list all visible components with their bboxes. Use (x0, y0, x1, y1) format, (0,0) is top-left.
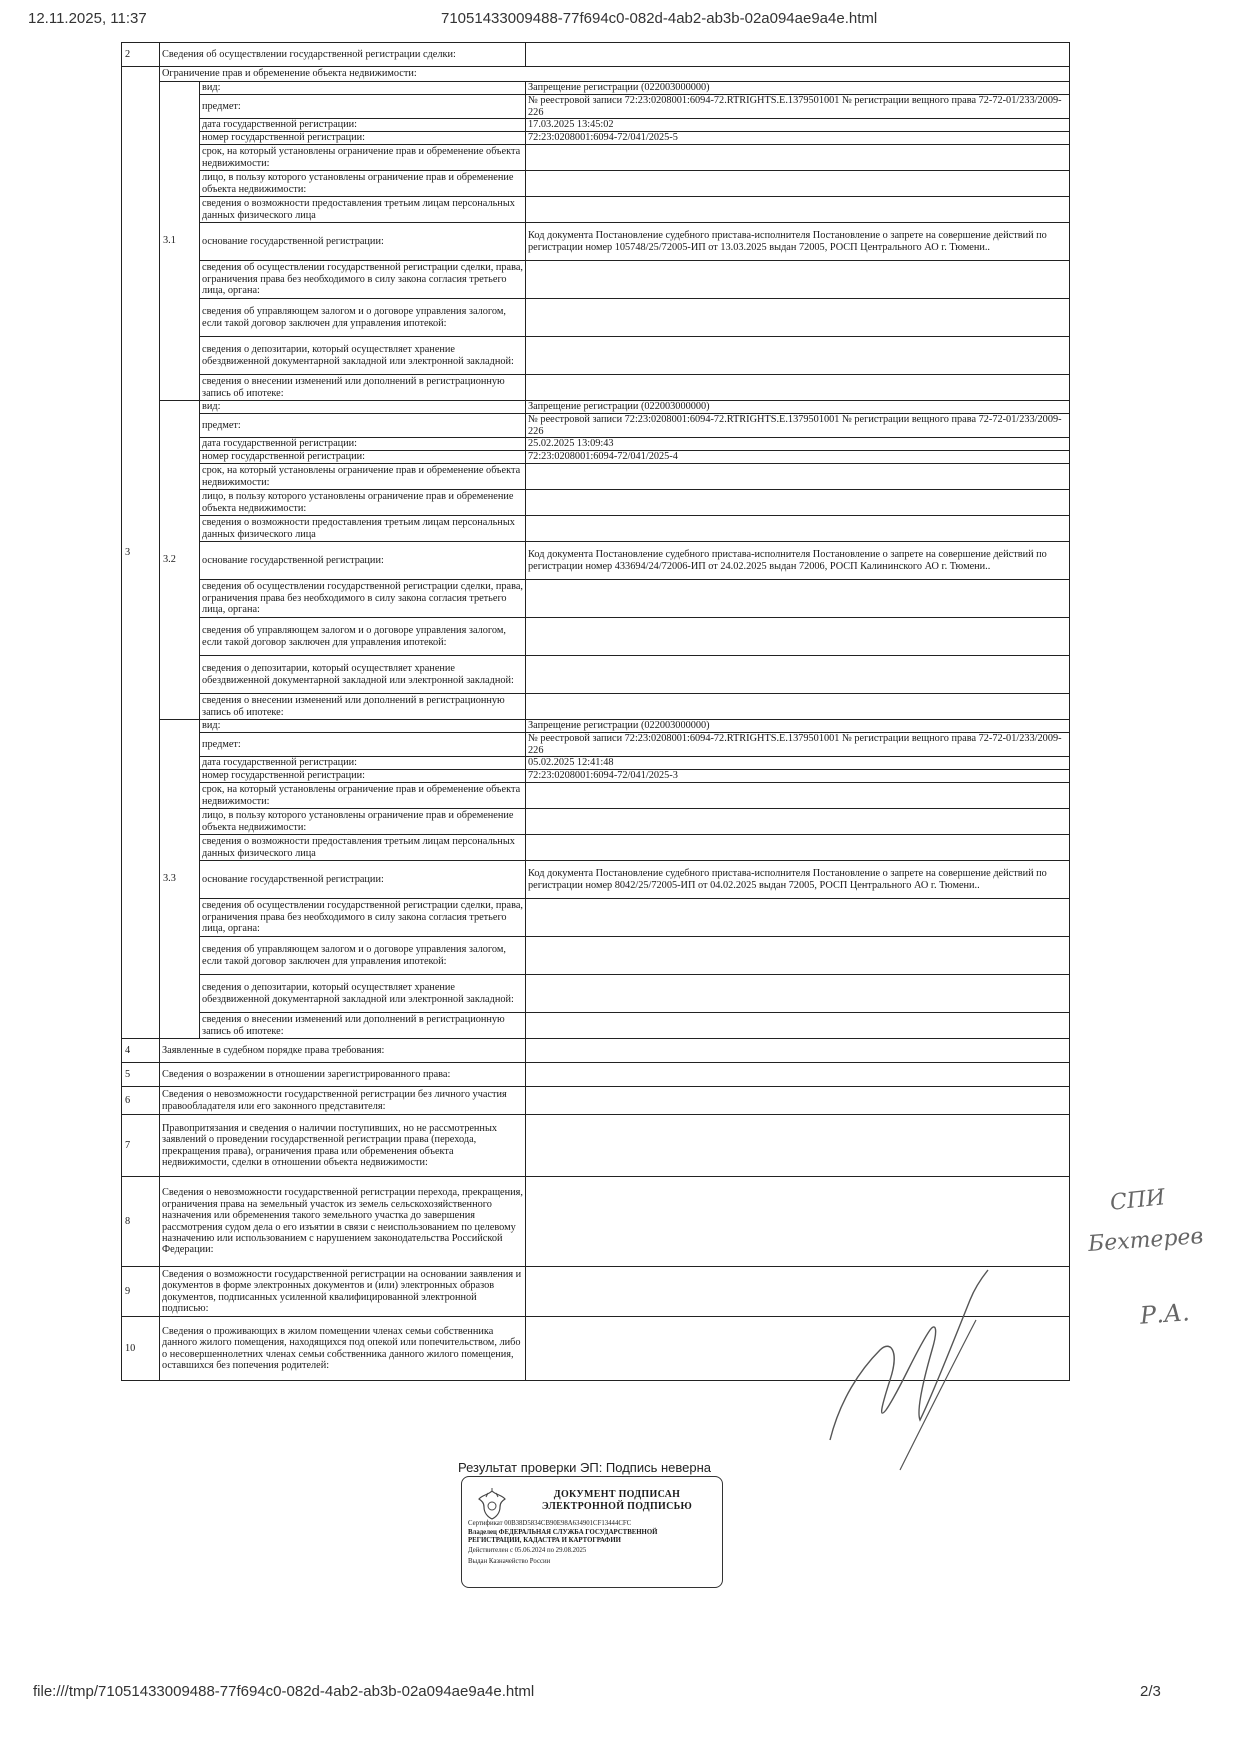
table-row (122, 82, 1070, 95)
field-label: срок, на который установлены ограничение прав и обременение объекта недвижимости: (200, 145, 526, 171)
print-path: file:///tmp/71051433009488-77f694c0-082d-4ab2-ab3b-02a094ae9a4e.html (33, 1683, 535, 1700)
row-number: 9 (122, 1267, 160, 1317)
row-label: Сведения об осуществлении государственной регистрации сделки: (160, 43, 526, 67)
certificate-owner-cont: РЕГИСТРАЦИИ, КАДАСТРА И КАРТОГРАФИИ (468, 1537, 621, 1544)
row-value (526, 1039, 1070, 1063)
field-value (526, 809, 1070, 835)
field-value (526, 1013, 1070, 1039)
row-value (526, 1177, 1070, 1267)
row-number: 8 (122, 1177, 160, 1267)
handwritten-signature (820, 1260, 1040, 1480)
field-value: 72:23:0208001:6094-72/041/2025-5 (526, 132, 1070, 145)
row-number: 5 (122, 1063, 160, 1087)
field-value (526, 145, 1070, 171)
field-label: основание государственной регистрации: (200, 542, 526, 580)
field-value (526, 171, 1070, 197)
field-value (526, 975, 1070, 1013)
entry-number: 3.1 (160, 82, 200, 401)
field-value: № реестровой записи 72:23:0208001:6094-72.RTRIGHTS.E.1379501001 № регистрации вещного права 72-72-01/233/2009-226 (526, 414, 1070, 438)
field-value: Запрещение регистрации (022003000000) (526, 401, 1070, 414)
field-label: лицо, в пользу которого установлены ограничение прав и обременение объекта недвижимости: (200, 809, 526, 835)
entry-number: 3.2 (160, 401, 200, 720)
field-value: Запрещение регистрации (022003000000) (526, 82, 1070, 95)
field-label: лицо, в пользу которого установлены ограничение прав и обременение объекта недвижимости: (200, 171, 526, 197)
field-value (526, 937, 1070, 975)
table-row (122, 1063, 1070, 1087)
certificate-validity: Действителен с 05.06.2024 по 29.08.2025 (468, 1547, 587, 1554)
row-label: Сведения о возможности государственной регистрации на основании заявления и документов в форме электронных документов и (или) электронных образов документов, подписанных усиленной квалифицированной электронной подписью: (160, 1267, 526, 1317)
field-value (526, 618, 1070, 656)
field-value: Код документа Постановление судебного пристава-исполнителя Постановление о запрете на совершение действий по регистрации номер 105748/25/72005-ИП от 13.03.2025 выдан 72005, РОСП Центрального АО г. Тюмени.. (526, 223, 1070, 261)
field-label: номер государственной регистрации: (200, 451, 526, 464)
field-value (526, 899, 1070, 937)
row-number: 7 (122, 1115, 160, 1177)
certificate-owner: Владелец ФЕДЕРАЛЬНАЯ СЛУЖБА ГОСУДАРСТВЕННОЙ (468, 1529, 658, 1536)
handwritten-note: Бехтерев (1087, 1224, 1205, 1257)
table-row (122, 1177, 1070, 1267)
row-label: Сведения о возражении в отношении зарегистрированного права: (160, 1063, 526, 1087)
field-value: Код документа Постановление судебного пристава-исполнителя Постановление о запрете на совершение действий по регистрации номер 433694/24/72006-ИП от 24.02.2025 выдан 72006, РОСП Калининского АО г. Тюмени.. (526, 542, 1070, 580)
field-label: сведения о депозитарии, который осуществляет хранение обездвиженной документарной закладной или электронной закладной: (200, 975, 526, 1013)
field-label: сведения об осуществлении государственной регистрации сделки, права, ограничения права без необходимого в силу закона согласия третьего лица, органа: (200, 899, 526, 937)
row-label: Сведения о невозможности государственной регистрации без личного участия правообладателя или его законного представителя: (160, 1087, 526, 1115)
print-datetime: 12.11.2025, 11:37 (28, 10, 147, 27)
field-value: № реестровой записи 72:23:0208001:6094-72.RTRIGHTS.E.1379501001 № регистрации вещного права 72-72-01/233/2009-226 (526, 95, 1070, 119)
field-value: 25.02.2025 13:09:43 (526, 438, 1070, 451)
field-value: 72:23:0208001:6094-72/041/2025-3 (526, 770, 1070, 783)
row-value (526, 1087, 1070, 1115)
field-label: сведения о депозитарии, который осуществляет хранение обездвиженной документарной закладной или электронной закладной: (200, 337, 526, 375)
field-label: сведения о внесении изменений или дополнений в регистрационную запись об ипотеке: (200, 694, 526, 720)
field-value (526, 694, 1070, 720)
field-label: предмет: (200, 733, 526, 757)
row-value (526, 1115, 1070, 1177)
row-label: Правопритязания и сведения о наличии поступивших, но не рассмотренных заявлений о проведении государственной регистрации права (перехода, прекращения права), ограничения права или обременения объекта недвижимости, сделки в отношении объекта недвижимости: (160, 1115, 526, 1177)
table-row (122, 720, 1070, 733)
field-value: 17.03.2025 13:45:02 (526, 119, 1070, 132)
field-label: вид: (200, 401, 526, 414)
e-signature-stamp (461, 1476, 723, 1588)
field-label: вид: (200, 720, 526, 733)
field-label: номер государственной регистрации: (200, 770, 526, 783)
field-label: сведения об управляющем залогом и о договоре управления залогом, если такой договор заключен для управления ипотекой: (200, 299, 526, 337)
row-value (526, 1063, 1070, 1087)
field-label: дата государственной регистрации: (200, 438, 526, 451)
print-filename: 71051433009488-77f694c0-082d-4ab2-ab3b-02a094ae9a4e.html (441, 10, 878, 27)
field-value (526, 656, 1070, 694)
field-label: сведения о возможности предоставления третьим лицам персональных данных физического лица (200, 516, 526, 542)
table-row (122, 401, 1070, 414)
field-label: предмет: (200, 95, 526, 119)
signature-check-result: Результат проверки ЭП: Подпись неверна (458, 1460, 712, 1475)
row-number: 10 (122, 1317, 160, 1381)
field-value (526, 299, 1070, 337)
field-value: Код документа Постановление судебного пристава-исполнителя Постановление о запрете на совершение действий по регистрации номер 8042/25/72005-ИП от 04.02.2025 выдан 72005, РОСП Центрального АО г. Тюмени.. (526, 861, 1070, 899)
field-label: сведения об осуществлении государственной регистрации сделки, права, ограничения права без необходимого в силу закона согласия третьего лица, органа: (200, 580, 526, 618)
field-value (526, 464, 1070, 490)
field-value (526, 783, 1070, 809)
page-number: 2/3 (1140, 1683, 1161, 1700)
field-label: предмет: (200, 414, 526, 438)
table-row (122, 1115, 1070, 1177)
field-label: основание государственной регистрации: (200, 861, 526, 899)
stamp-title: ДОКУМЕНТ ПОДПИСАН ЭЛЕКТРОННОЙ ПОДПИСЬЮ (541, 1489, 693, 1512)
field-value (526, 490, 1070, 516)
field-value (526, 337, 1070, 375)
field-label: срок, на который установлены ограничение прав и обременение объекта недвижимости: (200, 464, 526, 490)
field-label: сведения о внесении изменений или дополнений в регистрационную запись об ипотеке: (200, 375, 526, 401)
field-label: сведения о возможности предоставления третьим лицам персональных данных физического лица (200, 835, 526, 861)
handwritten-note: Р.А. (1139, 1298, 1191, 1330)
row-number: 3 (122, 67, 160, 1039)
entry-number: 3.3 (160, 720, 200, 1039)
field-value: Запрещение регистрации (022003000000) (526, 720, 1070, 733)
row-value (526, 43, 1070, 67)
handwritten-note: СПИ (1108, 1185, 1167, 1216)
coat-of-arms-icon (474, 1487, 510, 1523)
table-row (122, 43, 1070, 67)
row-number: 4 (122, 1039, 160, 1063)
field-label: сведения об управляющем залогом и о договоре управления залогом, если такой договор заключен для управления ипотекой: (200, 937, 526, 975)
field-label: лицо, в пользу которого установлены ограничение прав и обременение объекта недвижимости: (200, 490, 526, 516)
certificate-number: Сертификат 00B38D5834CB90E98A634901CF13444CFC (468, 1520, 632, 1527)
field-label: срок, на который установлены ограничение прав и обременение объекта недвижимости: (200, 783, 526, 809)
row-label: Сведения о невозможности государственной регистрации перехода, прекращения, ограничения права на земельный участок из земель сельскохозяйственного назначения или обременения такого земельного участка до завершения рассмотрения судом дела о его изъятии в связи с неиспользованием по целевому назначению или использованием с нарушением законодательства Российской Федерации: (160, 1177, 526, 1267)
table-row (122, 1039, 1070, 1063)
table-row (122, 1087, 1070, 1115)
row-label: Заявленные в судебном порядке права требования: (160, 1039, 526, 1063)
row-number: 6 (122, 1087, 160, 1115)
field-label: дата государственной регистрации: (200, 757, 526, 770)
field-value: 05.02.2025 12:41:48 (526, 757, 1070, 770)
field-value: № реестровой записи 72:23:0208001:6094-72.RTRIGHTS.E.1379501001 № регистрации вещного права 72-72-01/233/2009-226 (526, 733, 1070, 757)
field-label: сведения об осуществлении государственной регистрации сделки, права, ограничения права без необходимого в силу закона согласия третьего лица, органа: (200, 261, 526, 299)
section-heading: Ограничение прав и обременение объекта недвижимости: (160, 67, 1070, 82)
egrn-table (121, 42, 1070, 1381)
field-label: дата государственной регистрации: (200, 119, 526, 132)
table-row (122, 67, 1070, 82)
field-label: сведения о депозитарии, который осуществляет хранение обездвиженной документарной закладной или электронной закладной: (200, 656, 526, 694)
field-value (526, 835, 1070, 861)
row-label: Сведения о проживающих в жилом помещении членах семьи собственника данного жилого помещения, находящихся под опекой или попечительством, либо о несовершеннолетних членах семьи собственника данного жилого помещения, оставшихся без попечения родителей: (160, 1317, 526, 1381)
field-label: вид: (200, 82, 526, 95)
field-value (526, 580, 1070, 618)
field-label: сведения о внесении изменений или дополнений в регистрационную запись об ипотеке: (200, 1013, 526, 1039)
field-label: сведения об управляющем залогом и о договоре управления залогом, если такой договор заключен для управления ипотекой: (200, 618, 526, 656)
field-value (526, 197, 1070, 223)
field-label: сведения о возможности предоставления третьим лицам персональных данных физического лица (200, 197, 526, 223)
field-label: номер государственной регистрации: (200, 132, 526, 145)
field-value (526, 516, 1070, 542)
row-number: 2 (122, 43, 160, 67)
field-value (526, 261, 1070, 299)
field-value (526, 375, 1070, 401)
field-label: основание государственной регистрации: (200, 223, 526, 261)
certificate-issuer: Выдан Казначейство России (468, 1558, 551, 1565)
field-value: 72:23:0208001:6094-72/041/2025-4 (526, 451, 1070, 464)
